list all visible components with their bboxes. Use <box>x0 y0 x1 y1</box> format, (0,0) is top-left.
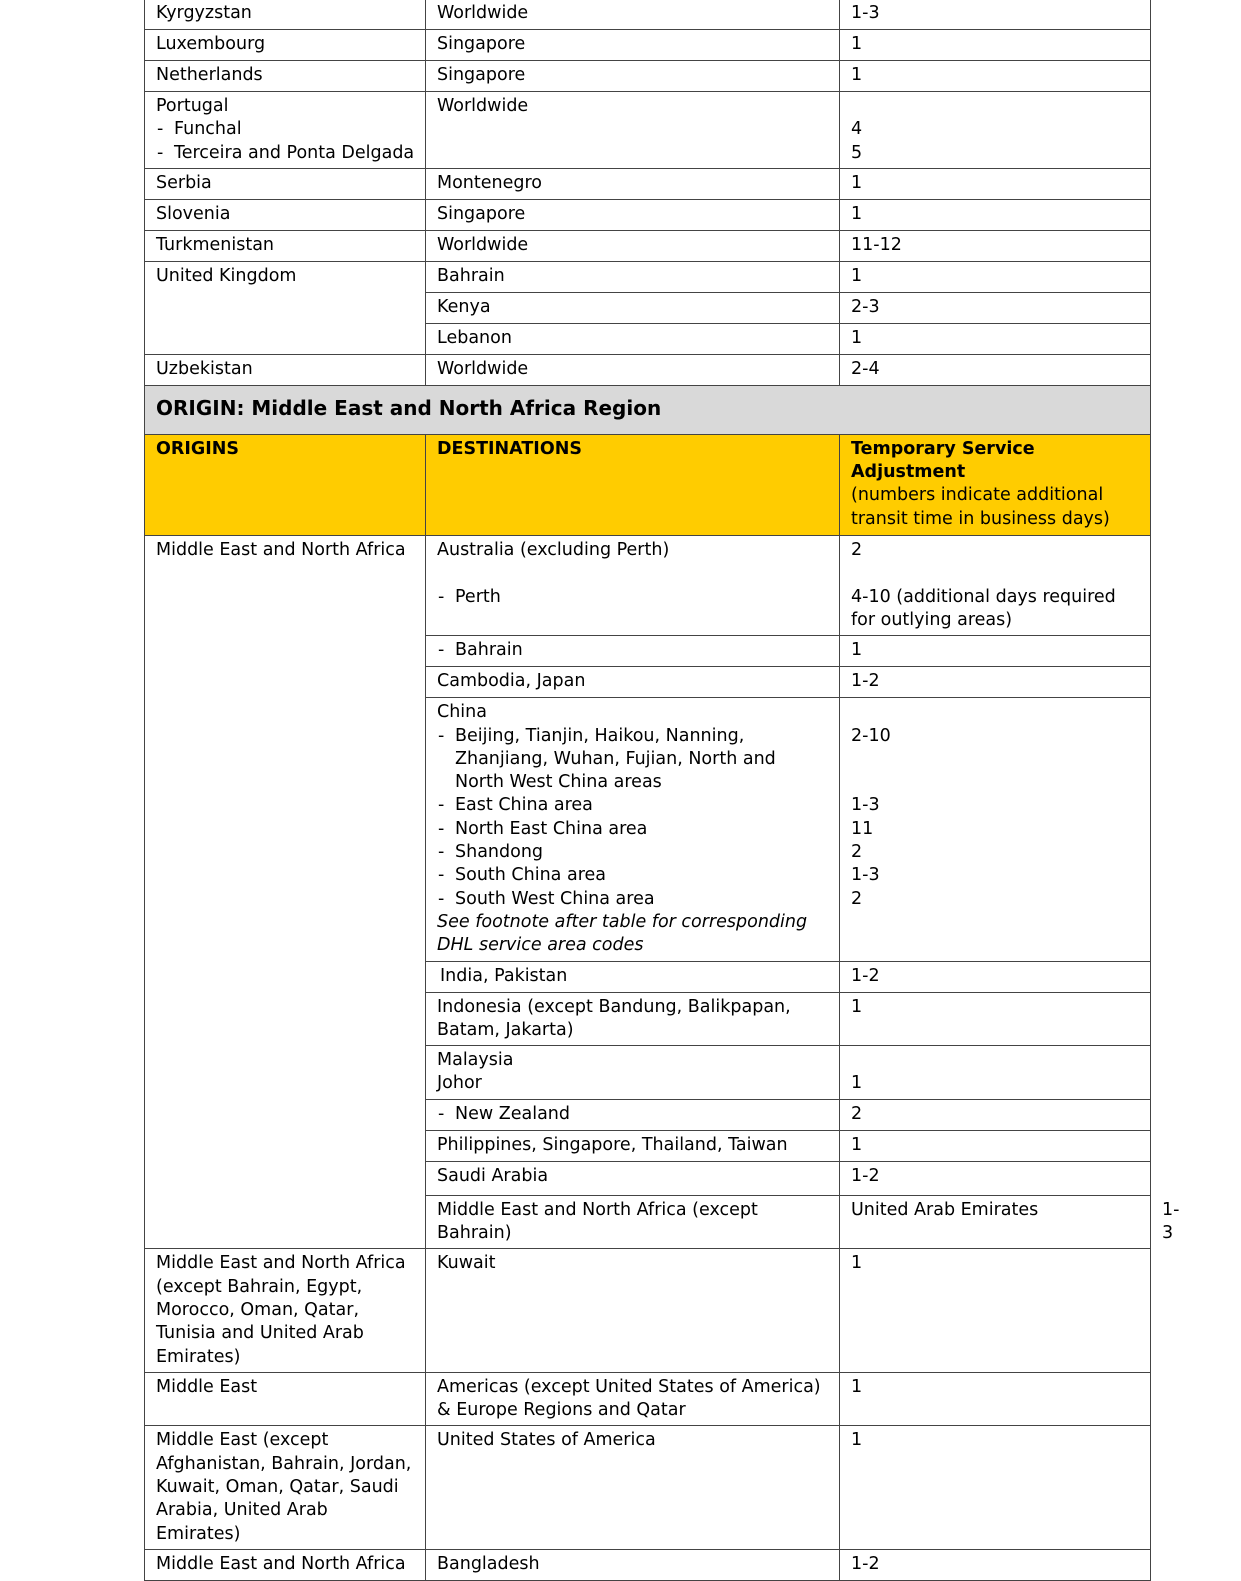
adjustment-cell: 1 <box>840 61 1151 92</box>
china-area: - North East China area <box>437 818 828 841</box>
destination-cell: Kenya <box>426 292 840 323</box>
origin-cell: Middle East and North Africa <box>145 536 426 1249</box>
destination-cell: Saudi Arabia <box>426 1161 840 1195</box>
adjustment-cell: 1 <box>840 1130 1151 1161</box>
table-row <box>145 354 1151 385</box>
region-title: ORIGIN: Middle East and North Africa Region <box>145 385 1151 434</box>
adjustment-cell: 1-2 <box>840 1161 1151 1195</box>
sub-origin: - Terceira and Ponta Delgada <box>156 142 414 165</box>
china-area: - Shandong <box>437 841 828 864</box>
destination-cell: Worldwide <box>426 354 840 385</box>
destination-cell: Singapore <box>426 199 840 230</box>
destination-cell: United States of America <box>426 1426 840 1549</box>
origin-cell: Middle East (except Afghanistan, Bahrain, Jordan, Kuwait, Oman, Qatar, Saudi Arabia, United Arab Emirates) <box>145 1426 426 1549</box>
sub-origin: - Funchal <box>156 118 414 141</box>
destination-cell: Cambodia, Japan <box>426 667 840 698</box>
table-row <box>145 1249 1151 1372</box>
destination-cell: Philippines, Singapore, Thailand, Taiwan <box>426 1130 840 1161</box>
destination-cell: Americas (except United States of America) & Europe Regions and Qatar <box>426 1372 840 1426</box>
destination-cell: Lebanon <box>426 323 840 354</box>
destination-cell: Singapore <box>426 61 840 92</box>
adjustment-value: 4 <box>851 119 863 140</box>
adjustment-cell: 1-3 <box>840 0 1151 30</box>
china-footnote: See footnote after table for corresponding DHL service area codes <box>437 911 808 956</box>
adjustment-value: 5 <box>851 142 863 163</box>
adjustment-cell <box>840 92 1151 169</box>
table-row <box>145 199 1151 230</box>
table-row <box>145 536 1151 636</box>
adjustment-cell: 1 <box>840 1046 1151 1100</box>
table-row <box>145 0 1151 30</box>
origin-cell: Kyrgyzstan <box>145 0 426 30</box>
table-row <box>145 1372 1151 1426</box>
service-adjustment-table <box>144 0 1180 1581</box>
origin-name: Portugal <box>156 96 229 116</box>
header-destinations: DESTINATIONS <box>426 434 840 535</box>
china-area: - Beijing, Tianjin, Haikou, Nanning, Zhanjiang, Wuhan, Fujian, North and North West China areas <box>437 725 828 795</box>
table-header-row <box>145 434 1151 535</box>
header-adjustment-title: Temporary Service Adjustment <box>851 438 1035 483</box>
adjustment-cell: 2 <box>840 1099 1151 1130</box>
destination-cell: Worldwide <box>426 0 840 30</box>
adjustment-cell: 1 <box>840 168 1151 199</box>
adjustment-cell: 2 4-10 (additional days required for outlying areas) <box>840 536 1151 636</box>
origin-cell: Turkmenistan <box>145 230 426 261</box>
adjustment-cell: 1 <box>840 992 1151 1046</box>
adjustment-cell: 1-2 <box>840 1549 1151 1580</box>
destination-cell: - New Zealand <box>426 1099 840 1130</box>
origin-cell: Slovenia <box>145 199 426 230</box>
china-area: - South West China area <box>437 888 828 911</box>
adjustment-cell: 1 <box>840 1249 1151 1372</box>
destination-cell: Worldwide <box>426 230 840 261</box>
table-row <box>145 30 1151 61</box>
destination-cell: India, Pakistan <box>426 961 840 992</box>
destination-cell: Australia (excluding Perth) - Perth <box>426 536 840 636</box>
destination-cell: Montenegro <box>426 168 840 199</box>
table-row <box>145 1426 1151 1549</box>
origin-cell: Netherlands <box>145 61 426 92</box>
header-adjustment-note: (numbers indicate additional transit time in business days) <box>851 485 1110 529</box>
destination-cell: Kuwait <box>426 1249 840 1372</box>
origin-cell: Middle East and North Africa (except Bahrain) <box>426 1195 840 1249</box>
region-title-row <box>145 385 1151 434</box>
adjustment-cell: 1 <box>840 1426 1151 1549</box>
origin-cell: Luxembourg <box>145 30 426 61</box>
origin-cell <box>145 92 426 169</box>
destination-cell: Indonesia (except Bandung, Balikpapan, Batam, Jakarta) <box>426 992 840 1046</box>
header-origins: ORIGINS <box>145 434 426 535</box>
destination-cell: Bahrain <box>426 261 840 292</box>
destination-cell: Singapore <box>426 30 840 61</box>
china-area: - East China area <box>437 794 828 817</box>
origin-cell: Uzbekistan <box>145 354 426 385</box>
adjustment-cell: 1-2 <box>840 667 1151 698</box>
header-adjustment <box>840 434 1151 535</box>
origin-cell: Middle East and North Africa (except Bahrain, Egypt, Morocco, Oman, Qatar, Tunisia and United Arab Emirates) <box>145 1249 426 1372</box>
origin-cell: Middle East <box>145 1372 426 1426</box>
destination-cell: - Bahrain <box>426 636 840 667</box>
destination-cell: United Arab Emirates <box>840 1195 1151 1249</box>
origin-cell: Serbia <box>145 168 426 199</box>
adjustment-cell: 1 <box>840 199 1151 230</box>
adjustment-cell: 11-12 <box>840 230 1151 261</box>
table-row <box>145 230 1151 261</box>
adjustment-cell: 1 <box>840 261 1151 292</box>
china-area: - South China area <box>437 864 828 887</box>
destination-cell: Malaysia Johor <box>426 1046 840 1100</box>
destination-cell: Bangladesh <box>426 1549 840 1580</box>
adjustment-cell: 1-2 <box>840 961 1151 992</box>
destination-cell: China - Beijing, Tianjin, Haikou, Nanning, Zhanjiang, Wuhan, Fujian, North and North West China areas - East China area - North East China area - Shandong - South China area - South West China area See footnote after table for corresponding DHL service area codes <box>426 698 840 961</box>
table-row: Middle East and North Africa (except Bahrain) United Arab Emirates 1-3 <box>145 1195 1151 1249</box>
table-row <box>145 168 1151 199</box>
table-row <box>145 1549 1151 1580</box>
adjustment-cell: 2-10 1-3 11 2 1-3 2 <box>840 698 1151 961</box>
adjustment-cell: 2-4 <box>840 354 1151 385</box>
origin-cell: Middle East and North Africa <box>145 1549 426 1580</box>
adjustment-cell: 1 <box>840 30 1151 61</box>
table-row <box>145 92 1151 169</box>
adjustment-cell: 1 <box>840 1372 1151 1426</box>
table-row <box>145 61 1151 92</box>
adjustment-cell: 1 <box>840 323 1151 354</box>
adjustment-cell: 1 <box>840 636 1151 667</box>
origin-cell: United Kingdom <box>145 261 426 354</box>
adjustment-cell: 2-3 <box>840 292 1151 323</box>
destination-cell: Worldwide <box>426 92 840 169</box>
table-row <box>145 261 1151 292</box>
